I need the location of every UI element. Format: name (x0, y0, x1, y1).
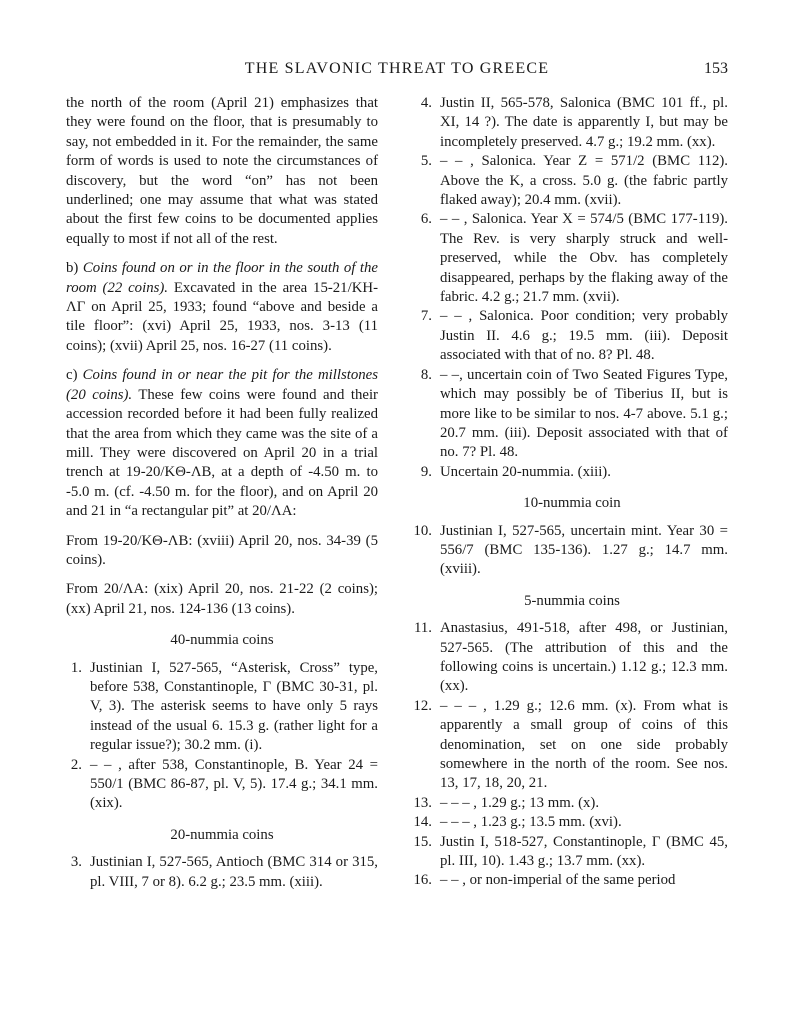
entry-number: 16. (413, 872, 432, 889)
catalogue-entry (416, 366, 728, 463)
paragraph (66, 366, 378, 521)
entry-text: – – , after 538, Constantinople, B. Year 24 = 550/1 (BMC 86-87, pl. V, 5). 17.4 g.; 34.1 mm. (xix). (90, 756, 378, 812)
section-label: c) (66, 367, 83, 384)
paragraph: From 20/ΛA: (xix) April 20, nos. 21-22 (2 coins); (xx) April 21, nos. 124-136 (13 coins). (66, 581, 378, 617)
entry-text: Justin I, 518-527, Constantinople, Γ (BMC 45, pl. III, 10). 1.43 g.; 13.7 mm. (xx). (440, 833, 728, 870)
entry-text: Anastasius, 491-518, after 498, or Justinian, 527-565. (The attribution of this and the following coins is uncertain.) 1.12 g.; 12.3 mm. (xx). (440, 620, 728, 695)
catalogue-entry (413, 833, 728, 872)
paragraph (66, 259, 378, 356)
catalogue-entry (413, 697, 728, 794)
entry-number: 12. (413, 697, 432, 714)
entry-text: – – , Salonica. Year Z = 571/2 (BMC 112). Above the K, a cross. 5.0 g. (the fabric partly flaked away); 20.4 mm. (xvii). (440, 153, 728, 209)
running-title: THE SLAVONIC THREAT TO GREECE (244, 60, 550, 77)
catalogue-entry (416, 619, 728, 697)
catalogue-list (66, 659, 378, 814)
left-column (66, 94, 378, 892)
catalogue-entry (416, 152, 728, 210)
running-header (66, 60, 728, 82)
entry-number: 1. (70, 659, 82, 676)
entry-number: 13. (413, 794, 432, 811)
page-number: 153 (704, 60, 728, 77)
catalogue-entry (413, 522, 728, 580)
entry-number: 3. (70, 854, 82, 871)
entry-text: Justinian I, 527-565, uncertain mint. Year 30 = 556/7 (BMC 135-136). 1.27 g.; 14.7 mm. (xviii). (440, 522, 728, 578)
entry-text: Justin II, 565-578, Salonica (BMC 101 ff., pl. XI, 14 ?). The date is apparently I, but may be incompletely preserved. 4.7 g.; 19.2 mm. (xx). (440, 95, 728, 150)
catalogue-entry (416, 463, 728, 482)
catalogue-entry (66, 659, 378, 756)
entry-number: 7. (420, 308, 432, 325)
right-column (413, 94, 728, 891)
catalogue-list (66, 853, 378, 892)
entry-number: 2. (70, 756, 82, 773)
section-heading: Coins found in or near the pit for the millstones (20 coins). (66, 367, 378, 403)
entry-text: Justinian I, 527-565, “Asterisk, Cross” type, before 538, Constantinople, Γ (BMC 30-31, pl. V, 3). The asterisk seems to have only 5 rays instead of the usual 6. 15.3 g. (rather light for a regular issue?); 30.2 mm. (i). (90, 659, 378, 754)
entry-text: – – – , 1.23 g.; 13.5 mm. (xvi). (440, 814, 622, 831)
entry-text: – –, uncertain coin of Two Seated Figures Type, which may possibly be of Tiberius II, but is more like to be similar to nos. 4-7 above. 5.1 g.; 20.7 mm. (iii). Deposit associated with that of no. 7? Pl. 48. (440, 366, 728, 461)
section-heading: Coins found on or in the floor in the south of the room (22 coins). (66, 260, 378, 296)
entry-number: 10. (413, 522, 432, 539)
entry-number: 15. (413, 833, 432, 850)
entry-number: 9. (420, 463, 432, 480)
catalogue-entry (416, 94, 728, 152)
catalogue-list (416, 94, 728, 482)
subheading-5-nummia: 5-nummia coins (524, 592, 620, 609)
catalogue-entry (416, 307, 728, 365)
subheading-20-nummia: 20-nummia coins (170, 826, 274, 843)
entry-number: 5. (420, 153, 432, 170)
catalogue-entry (413, 794, 728, 813)
subheading-40-nummia: 40-nummia coins (170, 632, 274, 649)
entry-text: Uncertain 20-nummia. (xiii). (440, 463, 611, 480)
entry-number: 6. (420, 211, 432, 228)
catalogue-list (413, 619, 728, 891)
entry-text: – – , or non-imperial of the same period (440, 872, 676, 889)
entry-number: 8. (420, 366, 432, 383)
catalogue-entry (416, 210, 728, 307)
entry-number: 14. (413, 814, 432, 831)
section-label: b) (66, 260, 83, 277)
catalogue-entry (66, 853, 378, 892)
catalogue-entry (66, 756, 378, 814)
paragraph: the north of the room (April 21) emphasizes that they were found on the floor, that is presumably to say, not embedded in it. For the remainder, the same form of words is used to note the circumstances of discovery, but the word “on” has not been underlined; one may assume that what was stated about the first few coins to be documented applies equally to most if not all of the rest. (66, 95, 378, 247)
catalogue-entry (413, 871, 728, 890)
catalogue-entry (413, 813, 728, 832)
paragraph: From 19-20/KΘ-ΛB: (xviii) April 20, nos. 34-39 (5 coins). (66, 532, 378, 568)
entry-text: – – – , 1.29 g.; 12.6 mm. (x). From what is apparently a small group of coins of this denomination, set on one side probably somewhere in the north of the room. See nos. 13, 17, 18, 20, 21. (440, 697, 728, 792)
entry-number: 4. (420, 95, 432, 111)
entry-text: – – , Salonica. Year X = 574/5 (BMC 177-119). The Rev. is very sharply struck and well-preserved, while the Obv. has completely disappeared, perhaps by the flaking away of the fabric. 4.2 g.; 21.7 mm. (xvii). (440, 211, 728, 306)
subheading-10-nummia: 10-nummia coin (523, 495, 621, 512)
entry-number: 11. (414, 620, 432, 637)
entry-text: – – , Salonica. Poor condition; very probably Justin II. 4.6 g.; 19.5 mm. (iii). Deposit associated with that of no. 8? Pl. 48. (440, 308, 728, 364)
catalogue-list (413, 522, 728, 580)
section-text: Excavated in the area 15-21/KH-ΛΓ on April 25, 1933; found “above and beside a tile floor”: (xvi) April 25, 1933, nos. 3-13 (11 coins); (xvii) April 25, nos. 16-27 (11 coins). (66, 279, 378, 354)
entry-text: Justinian I, 527-565, Antioch (BMC 314 or 315, pl. VIII, 7 or 8). 6.2 g.; 23.5 mm. (xiii). (90, 854, 378, 890)
entry-text: – – – , 1.29 g.; 13 mm. (x). (440, 794, 600, 811)
section-text: These few coins were found and their accession recorded before it had been fully realized that the area from which they came was the site of a mill. They were discovered on April 20 in a trial trench at 19-20/KΘ-ΛB, at a depth of -4.50 m. to -5.0 m. (cf. -4.50 m. for the floor), and on April 20 and 21 in “a rectangular pit” at 20/ΛA: (66, 386, 378, 520)
